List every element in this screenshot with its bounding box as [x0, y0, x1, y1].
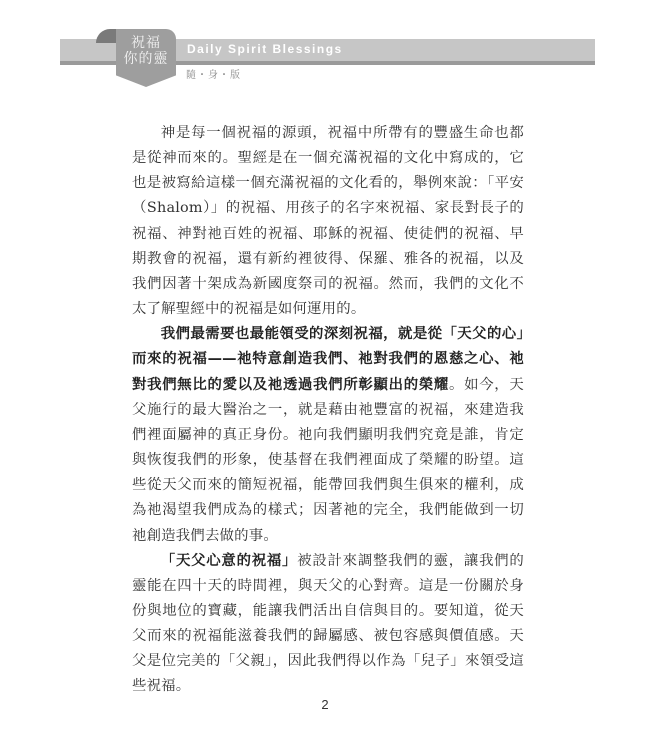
book-title-line2: 你的靈 [123, 51, 169, 67]
paragraph-3 [132, 549, 524, 700]
paragraph-3-emphasis: 「天父心意的祝福」 [160, 552, 298, 569]
header-english-title: Daily Spirit Blessings [187, 42, 343, 56]
paragraph-1-text: 神是每一個祝福的源頭，祝福中所帶有的豐盛生命也都是從神而來的。聖經是在一個充滿祝福的文化中寫成的，它也是被寫給這樣一個充滿祝福的文化看的，舉例來說：「平安（Shalom）」的祝福、用孩子的名字來祝福、家長對長子的祝福、神對祂百姓的祝福、耶穌的祝福、使徒們的祝福、早期教會的祝福，還有新約裡彼得、保羅、雅各的祝福，以及我們因著十架成為新國度祭司的祝福。然而，我們的文化不太了解聖經中的祝福是如何運用的。 [132, 125, 524, 318]
book-title-badge [116, 35, 176, 67]
paragraph-3-text: 被設計來調整我們的靈，讓我們的靈能在四十天的時間裡，與天父的心對齊。這是一份關於身份與地位的寶藏，能讓我們活出自信與目的。要知道，從天父而來的祝福能滋養我們的歸屬感、被包容感與價值感。天父是位完美的「父親」，因此我們得以作為「兒子」來領受這些祝福。 [132, 552, 524, 695]
paragraph-2-text: 。如今，天父施行的最大醫治之一，就是藉由祂豐富的祝福，來建造我們裡面屬神的真正身份。祂向我們顯明我們究竟是誰，肯定與恢復我們的形象，使基督在我們裡面成了榮耀的盼望。這些從天父而來的簡短祝福，能帶回我們與生俱來的權利，成為祂渴望我們成為的樣式；因著祂的完全，我們能做到一切祂創造我們去做的事。 [132, 376, 524, 544]
header-edition-subtitle: 隨・身・版 [186, 70, 241, 81]
book-title-line1: 祝福 [131, 35, 161, 51]
paragraph-2-emphasis: 我們最需要也最能領受的深刻祝福，就是從「天父的心」而來的祝福——祂特意創造我們、祂對我們的恩慈之心、祂對我們無比的愛以及祂透過我們所彰顯出的榮耀 [132, 326, 524, 393]
paragraph-1 [132, 121, 524, 322]
page-number: 2 [321, 697, 329, 712]
paragraph-2 [132, 322, 524, 548]
body-text [132, 121, 524, 700]
running-header [0, 0, 650, 100]
